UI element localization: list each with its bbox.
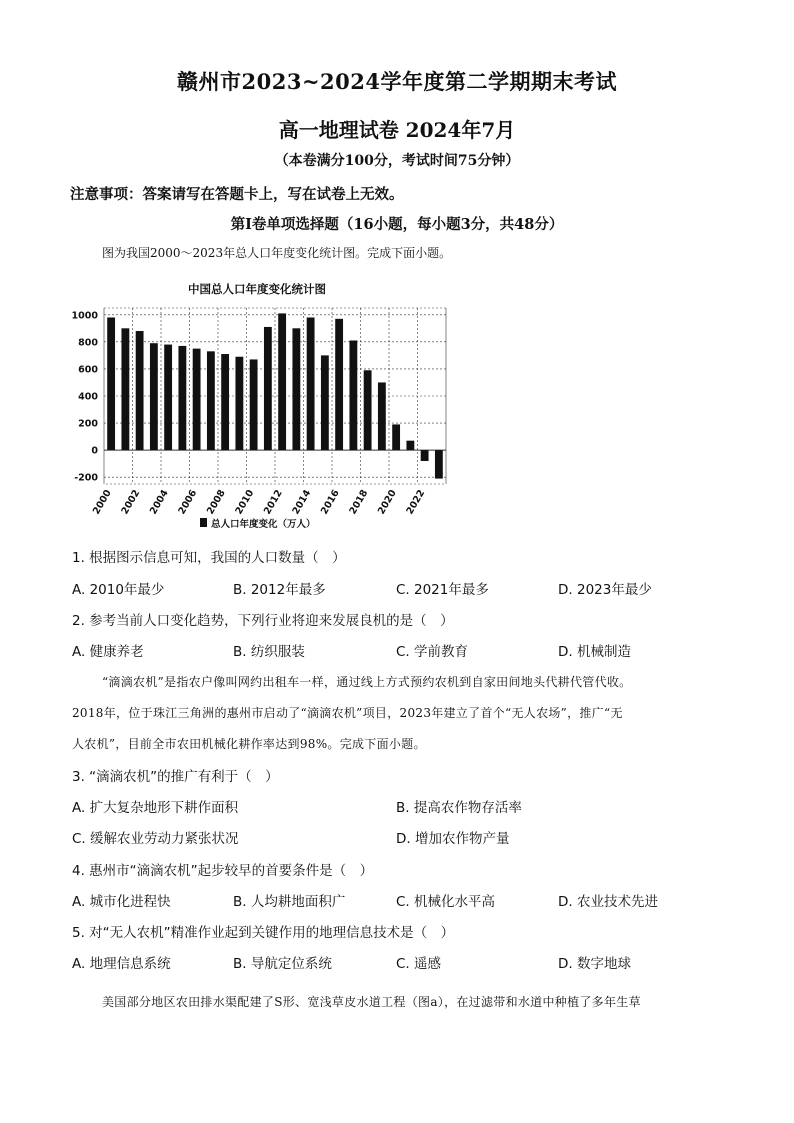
q2-option-c[interactable]: C. 学前教育 (396, 644, 469, 660)
bar-2008 (221, 354, 229, 450)
bar-2014 (307, 317, 315, 450)
bar-2003 (150, 343, 158, 450)
chart-title: 中国总人口年度变化统计图 (188, 282, 326, 296)
bar-2001 (121, 328, 129, 450)
bar-2016 (335, 319, 343, 450)
question-2-stem: 2. 参考当前人口变化趋势，下列行业将迎来发展良机的是（ ） (72, 613, 454, 629)
x-tick-label: 2020 (375, 488, 399, 517)
q5-option-c[interactable]: C. 遥感 (396, 956, 442, 972)
exam-title: 赣州市2023~2024学年度第二学期期末考试 (177, 69, 617, 94)
q1-option-c[interactable]: C. 2021年最多 (396, 582, 489, 598)
q3-option-b[interactable]: B. 提高农作物存活率 (396, 800, 522, 816)
bar-2019 (378, 382, 386, 450)
x-tick-label: 2010 (233, 488, 257, 517)
passage-2-line-3: 人农机”，目前全市农田机械化耕作率达到98%。完成下面小题。 (72, 737, 426, 751)
question-5-stem: 5. 对“无人农机”精准作业起到关键作用的地理信息技术是（ ） (72, 925, 455, 941)
legend-swatch (200, 518, 207, 527)
q4-option-c[interactable]: C. 机械化水平高 (396, 894, 496, 910)
y-tick-label: 200 (78, 418, 98, 430)
bar-2000 (107, 317, 115, 450)
bar-2006 (193, 349, 201, 451)
bar-2011 (264, 327, 272, 450)
y-tick-label: 1000 (71, 310, 98, 322)
passage-2-line-2: 2018年，位于珠江三角洲的惠州市启动了“滴滴农机”项目，2023年建立了首个“无人农场”，推广“无 (72, 706, 623, 720)
q1-option-a[interactable]: A. 2010年最少 (72, 582, 165, 598)
notice: 注意事项：答案请写在答题卡上，写在试卷上无效。 (70, 186, 404, 203)
y-tick-label: 400 (78, 391, 98, 403)
exam-subtitle: 高一地理试卷 2024年7月 (278, 118, 516, 142)
y-tick-label: -200 (74, 472, 98, 484)
bar-2023 (435, 450, 443, 478)
x-tick-label: 2008 (204, 488, 228, 517)
x-tick-label: 2016 (318, 488, 342, 517)
q2-option-d[interactable]: D. 机械制造 (558, 644, 631, 660)
x-tick-label: 2012 (261, 488, 285, 517)
q4-option-a[interactable]: A. 城市化进程快 (72, 894, 171, 910)
q5-option-a[interactable]: A. 地理信息系统 (72, 956, 171, 972)
bar-2012 (278, 313, 286, 450)
question-4-stem: 4. 惠州市“滴滴农机”起步较早的首要条件是（ ） (72, 863, 374, 879)
q5-option-d[interactable]: D. 数字地球 (558, 956, 631, 972)
bar-2013 (292, 328, 300, 450)
x-tick-label: 2006 (176, 488, 200, 517)
q1-option-d[interactable]: D. 2023年最少 (558, 582, 652, 598)
x-tick-label: 2000 (90, 488, 114, 517)
bar-2020 (392, 424, 400, 450)
population-change-chart (70, 272, 470, 537)
bar-2005 (178, 346, 186, 450)
bar-2009 (235, 357, 243, 450)
bar-2018 (364, 370, 372, 450)
q1-option-b[interactable]: B. 2012年最多 (233, 582, 326, 598)
y-tick-label: 600 (78, 364, 98, 376)
q3-option-c[interactable]: C. 缓解农业劳动力紧张状况 (72, 831, 239, 847)
score-time-note: （本卷满分100分，考试时间75分钟） (274, 153, 520, 169)
q4-option-d[interactable]: D. 农业技术先进 (558, 894, 658, 910)
bar-2021 (406, 441, 414, 450)
q5-option-b[interactable]: B. 导航定位系统 (233, 956, 332, 972)
question-1-stem: 1. 根据图示信息可知，我国的人口数量（ ） (72, 550, 346, 566)
bar-2022 (421, 450, 429, 461)
y-tick-label: 0 (91, 445, 98, 457)
bar-2015 (321, 355, 329, 450)
bar-2002 (136, 331, 144, 450)
x-tick-label: 2018 (347, 488, 371, 517)
legend-label: 总人口年度变化（万人） (211, 519, 316, 530)
bar-2017 (349, 340, 357, 450)
section-title: 第Ⅰ卷单项选择题（16小题，每小题3分，共48分） (230, 216, 564, 233)
bar-2004 (164, 345, 172, 451)
bar-2010 (250, 359, 258, 450)
q3-option-a[interactable]: A. 扩大复杂地形下耕作面积 (72, 800, 239, 816)
x-tick-label: 2022 (404, 488, 428, 517)
q2-option-b[interactable]: B. 纺织服装 (233, 644, 305, 660)
passage-3-line-1: 美国部分地区农田排水渠配建了S形、宽浅草皮水道工程（图a），在过滤带和水道中种植了多年生草 (102, 995, 641, 1009)
passage-2-line-1: “滴滴农机”是指农户像叫网约出租车一样，通过线上方式预约农机到自家田间地头代耕代管代收。 (102, 675, 632, 689)
q2-option-a[interactable]: A. 健康养老 (72, 644, 144, 660)
q4-option-b[interactable]: B. 人均耕地面积广 (233, 894, 346, 910)
x-tick-label: 2004 (147, 488, 171, 517)
chart-intro: 图为我国2000～2023年总人口年度变化统计图。完成下面小题。 (102, 246, 452, 260)
q3-option-d[interactable]: D. 增加农作物产量 (396, 831, 510, 847)
x-tick-label: 2014 (290, 488, 314, 517)
y-tick-label: 800 (78, 337, 98, 349)
question-3-stem: 3. “滴滴农机”的推广有利于（ ） (72, 769, 279, 785)
x-tick-label: 2002 (119, 488, 143, 517)
bar-2007 (207, 351, 215, 450)
